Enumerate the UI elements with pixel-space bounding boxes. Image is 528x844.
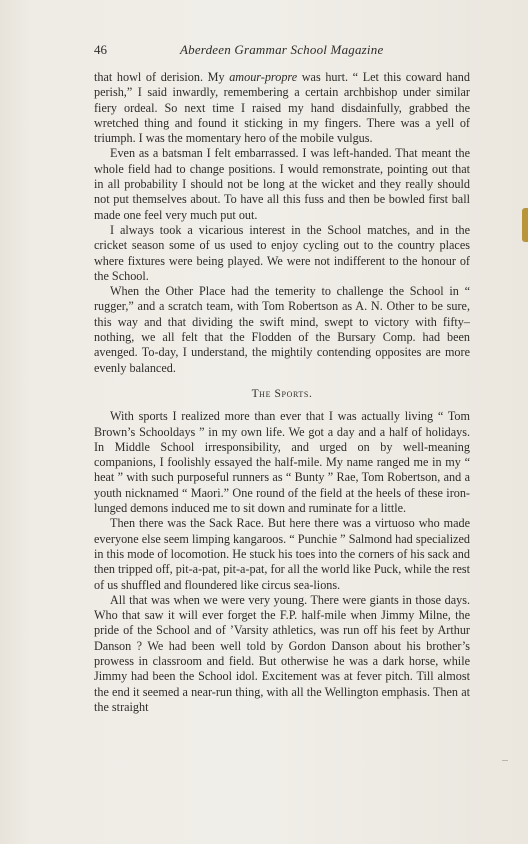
page-number: 46 [94, 42, 107, 57]
paragraph [94, 70, 470, 146]
article-paragraphs [94, 70, 470, 376]
paragraph [94, 593, 470, 715]
section-paragraphs [94, 409, 470, 715]
paragraph [94, 146, 470, 222]
paragraph-text: that howl of derision. My [94, 70, 230, 84]
paragraph [94, 409, 470, 516]
paragraph [94, 284, 470, 376]
paragraph-text: I always took a vicarious interest in the School matches, and in the cricket season some of us used to enjoy cycling out to the country places where fixtures were being played. We were not indifferent to the honour of the School. [94, 222, 470, 283]
page-edge-tab [522, 208, 528, 242]
article-body [94, 70, 470, 715]
italic-phrase: amour-propre [229, 70, 298, 84]
page-edge-mark [502, 760, 508, 761]
paragraph-text: Then there was the Sack Race. But here there was a virtuoso who made everyone else seem limping kangaroos. “ Punchie ” Salmond had specialized in this mode of locomotion. He stuck his toes into the corners of his sack and then tripped off, pit-a-pat, pit-a-pat, for all the world like Puck, while the rest of us shuffled and floundered like circus sea-lions. [94, 516, 470, 592]
paragraph-text: Even as a batsman I felt embarrassed. I was left-handed. That meant the whole field had to change positions. I would remonstrate, pointing out that in all probability I should not be long at the wicket and they really should not put themselves about. To have all this fuss and then be bowled first ball made one feel very much put out. [94, 146, 470, 222]
paragraph-text: was hurt. “ Let this coward hand perish,” I said inwardly, remembering a certain archbishop under similar fiery ordeal. So next time I raised my hand disdainfully, grabbed the wretched thing and found it sticking in my fingers. There was a yell of triumph. I was the momentary hero of the mobile vulgus. [94, 70, 470, 146]
page-header [94, 42, 470, 62]
paragraph-text: All that was when we were very young. There were giants in those days. Who that saw it will ever forget the F.P. half-mile when Jimmy Milne, the pride of the School and of ’Varsity athletics, was run off his feet by Arthur Danson ? We had been well told by Gordon Danson about his brother’s prowess in classroom and field. But otherwise he was a dark horse, while Jimmy had been the School idol. Excitement was at fever pitch. Till almost the end it seemed a near-run thing, with all the Wellington emphasis. Then at the straight [94, 592, 470, 714]
running-title: Aberdeen Grammar School Magazine [180, 42, 384, 57]
section-heading: The Sports. [251, 387, 313, 400]
paragraph-text: When the Other Place had the temerity to challenge the School in “ rugger,” and a scratch team, with Tom Robertson as A. N. Other to be sure, this way and that dividing the swift mind, swept to victory with fifty–nothing, we all felt that the Flodden of the Bursary Comp. had been avenged. To-day, I understand, the mightily contending opposites are more evenly balanced. [94, 284, 470, 375]
paragraph [94, 223, 470, 284]
paragraph [94, 516, 470, 592]
paragraph-text: With sports I realized more than ever that I was actually living “ Tom Brown’s Schooldays ” in my own life. We got a day and a half of holidays. In Middle School irresponsibility, and urged on by well-meaning companions, I foolishly essayed the half-mile. My name ranged me in my “ heat ” with such purposeful runners as “ Bunty ” Rae, Tom Robertson, and a youth nicknamed “ Maori.” One round of the field at the heels of these iron-lunged demons induced me to sit down and ruminate for a little. [94, 409, 470, 516]
